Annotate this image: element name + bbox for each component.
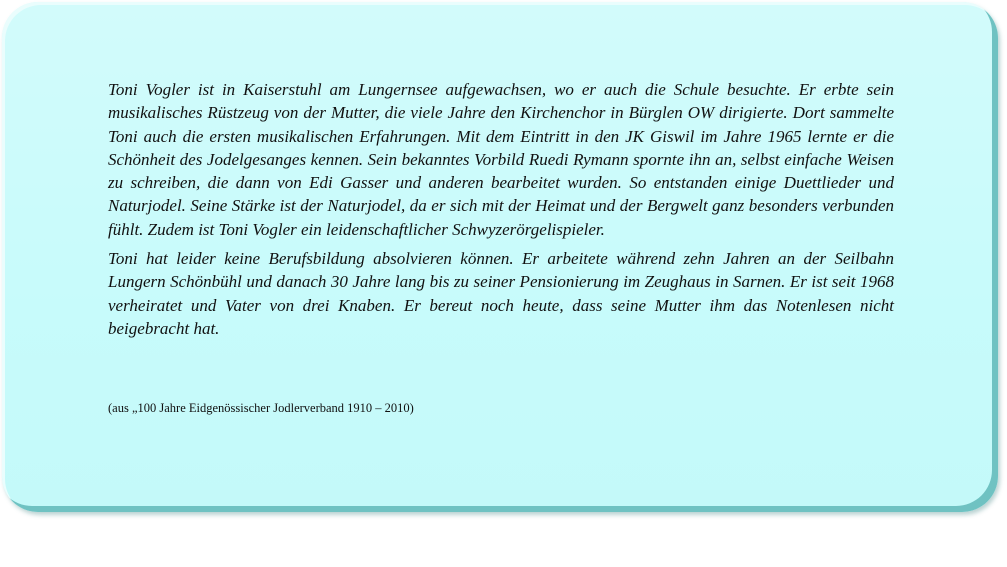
paragraph-career: Toni hat leider keine Berufsbildung absolvieren können. Er arbeitete während zehn Jahren an der Seilbahn Lungern Schönbühl und danach 30 Jahre lang bis zu seiner Pensionierung im Zeughaus in Sarnen. Er ist seit 1968 verheiratet und Vater von drei Knaben. Er bereut noch heute, dass seine Mutter ihm das Notenlesen nicht beigebracht hat. — [108, 249, 894, 338]
article-body — [108, 78, 894, 346]
text-card — [2, 2, 998, 512]
paragraph-biography: Toni Vogler ist in Kaiserstuhl am Lungernsee aufgewachsen, wo er auch die Schule besuchte. Er erbte sein musikalisches Rüstzeug von der Mutter, die viele Jahre den Kirchenchor in Bürglen OW dirigierte. Dort sammelte Toni auch die ersten musikalischen Erfahrungen. Mit dem Eintritt in den JK Giswil im Jahre 1965 lernte er die Schönheit des Jodelgesanges kennen. Sein bekanntes Vorbild Ruedi Rymann spornte ihn an, selbst einfache Weisen zu schreiben, die dann von Edi Gasser und anderen bearbeitet wurden. So entstanden einige Duettlieder und Naturjodel. Seine Stärke ist der Naturjodel, da er sich mit der Heimat und der Bergwelt ganz besonders verbunden fühlt. Zudem ist Toni Vogler ein leidenschaftlicher Schwyzerörgelispieler. — [108, 80, 894, 239]
source-citation: (aus „100 Jahre Eidgenössischer Jodlerverband 1910 – 2010) — [108, 401, 414, 415]
